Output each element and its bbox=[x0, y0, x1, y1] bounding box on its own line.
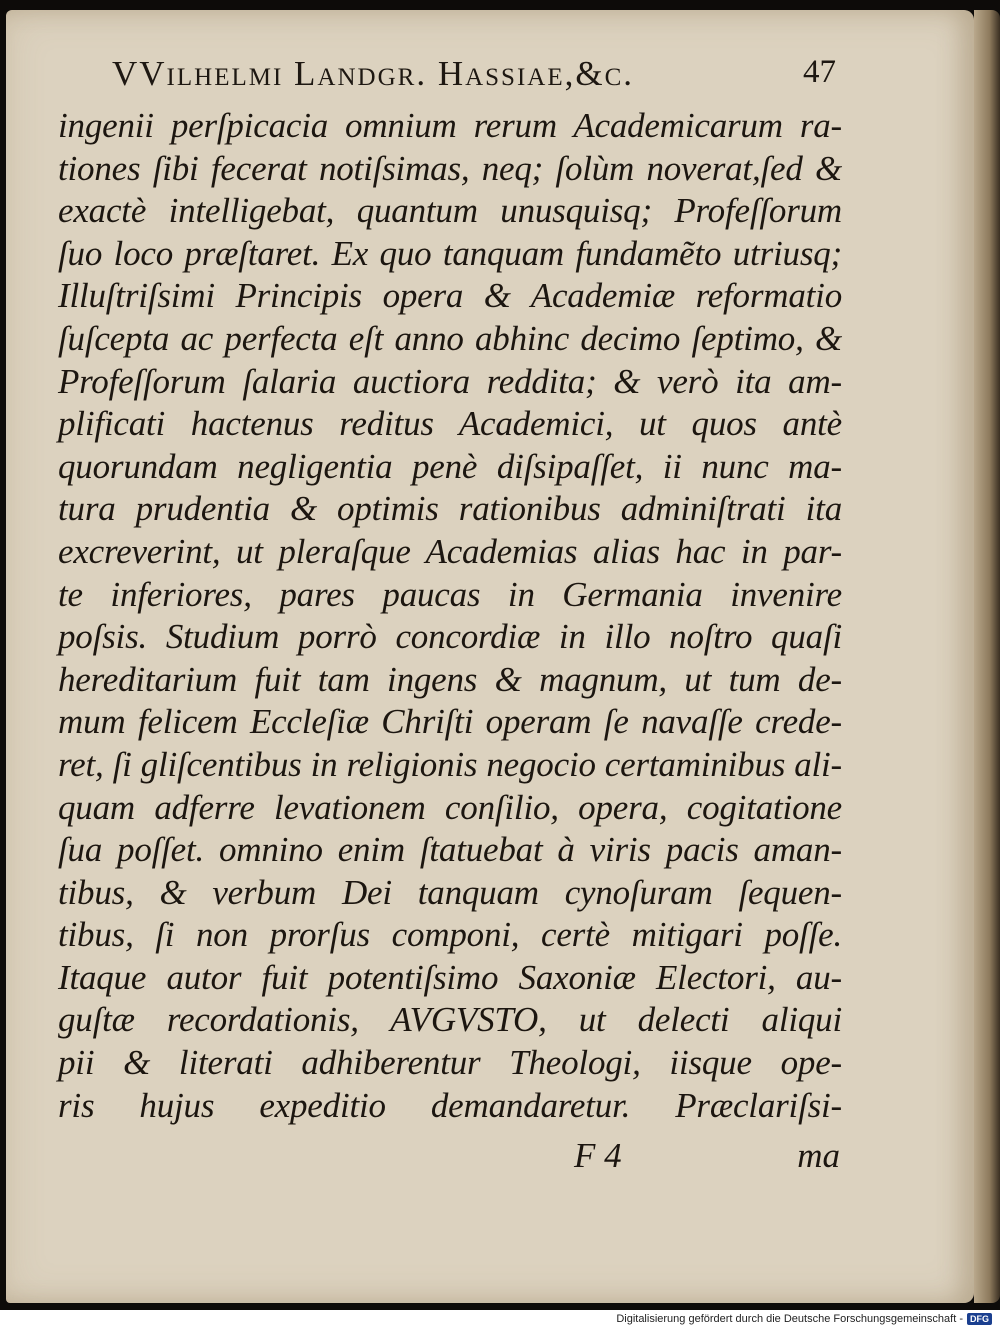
page-header bbox=[112, 52, 842, 102]
running-title: VVilhelmi Landgr. Hassiae,&c. bbox=[112, 54, 635, 93]
text-line: te inferiores, pares paucas in Germania invenire bbox=[58, 574, 842, 614]
text-line: tura prudentia & optimis rationibus adminiſtrati ita bbox=[58, 489, 842, 529]
text-line: hereditarium fuit tam ingens & magnum, ut tum de- bbox=[58, 659, 842, 699]
text-line: quorundam negligentia penè diſsipaſſet, ii nunc ma- bbox=[58, 446, 842, 486]
text-line: tibus, ſi non prorſus componi, certè mitigari poſſe. bbox=[58, 915, 842, 955]
text-line: excreverint, ut pleraſque Academias alias hac in par- bbox=[58, 531, 842, 571]
text-line: Profeſſorum ſalaria auctiora reddita; & verò ita am- bbox=[58, 361, 842, 401]
text-line: Illuſtriſsimi Principis opera & Academiæ reformatio bbox=[58, 276, 842, 316]
text-line: mum felicem Eccleſiæ Chriſti operam ſe navaſſe crede- bbox=[58, 702, 842, 742]
text-line: poſsis. Studium porrò concordiæ in illo noſtro quaſi bbox=[58, 617, 842, 657]
digitization-credit bbox=[616, 1313, 992, 1325]
catchword: ma bbox=[797, 1136, 840, 1175]
text-line: ſuſcepta ac perfecta eſt anno abhinc decimo ſeptimo, & bbox=[58, 318, 842, 358]
text-line: plificati hactenus reditus Academici, ut quos antè bbox=[58, 404, 842, 444]
page-footer bbox=[574, 1136, 844, 1188]
signature-mark: F 4 bbox=[574, 1136, 622, 1175]
text-line: ſua poſſet. omnino enim ſtatuebat à viris pacis aman- bbox=[58, 830, 842, 870]
text-line: ret, ſi gliſcentibus in religionis negocio certaminibus ali- bbox=[58, 744, 842, 784]
body-text-block bbox=[58, 105, 842, 1127]
text-line: ſuo loco præſtaret. Ex quo tanquam fundamẽto utriusq; bbox=[58, 233, 842, 273]
credit-text: Digitalisierung gefördert durch die Deutsche Forschungsgemeinschaft - bbox=[616, 1313, 963, 1325]
text-line: ingenii perſpicacia omnium rerum Academicarum ra- bbox=[58, 106, 842, 145]
text-line: guſtæ recordationis, AVGVSTO, ut delecti aliqui bbox=[58, 1000, 842, 1040]
page-edge-shadow bbox=[974, 10, 1000, 1303]
text-line: Itaque autor fuit potentiſsimo Saxoniæ Electori, au- bbox=[58, 957, 842, 997]
text-line: exactè intelligebat, quantum unusquisq; Profeſſorum bbox=[58, 191, 842, 231]
page-number: 47 bbox=[803, 54, 836, 90]
text-line: tiones ſibi fecerat notiſsimas, neq; ſolùm noverat,ſed & bbox=[58, 148, 842, 188]
text-line: pii & literati adhiberentur Theologi, iisque ope- bbox=[58, 1043, 842, 1083]
text-line: tibus, & verbum Dei tanquam cynoſuram ſequen- bbox=[58, 872, 842, 912]
dfg-logo-icon: DFG bbox=[967, 1313, 992, 1325]
text-line: quam adferre levationem conſilio, opera, cogitatione bbox=[58, 787, 842, 827]
text-line: ris hujus expeditio demandaretur. Præclariſsi- bbox=[58, 1085, 842, 1125]
